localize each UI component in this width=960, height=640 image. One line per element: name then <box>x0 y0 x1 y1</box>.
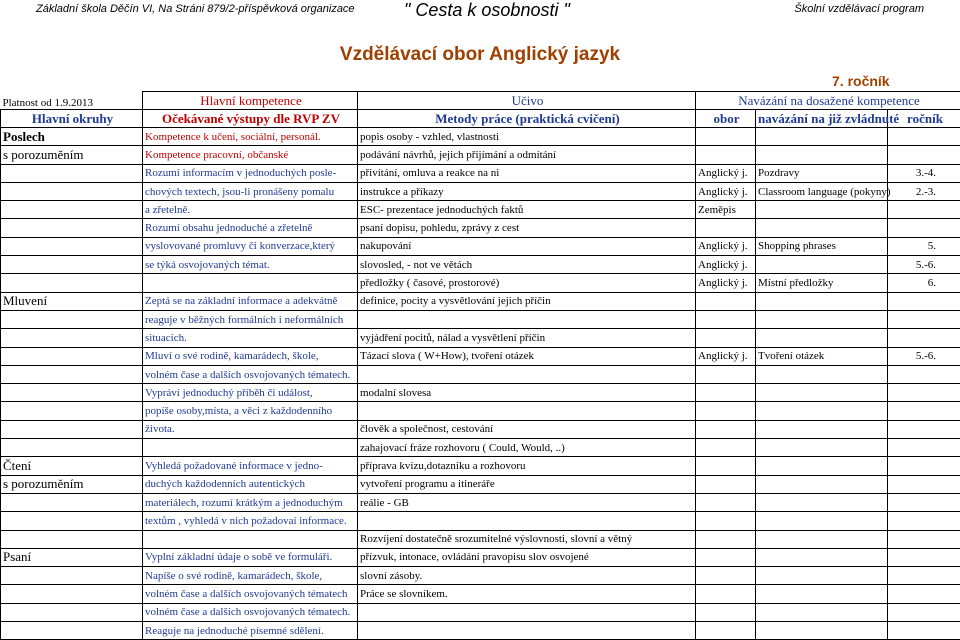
cell-subject: Anglický j. <box>696 274 756 292</box>
cell-year <box>888 420 960 438</box>
cell-subject <box>696 128 756 146</box>
cell-linked <box>756 585 888 603</box>
cell-subject <box>696 219 756 237</box>
cell-year <box>888 603 960 621</box>
cell-year <box>888 219 960 237</box>
cell-linked <box>756 603 888 621</box>
cell-outcome: Zeptá se na základní informace a adekvátně <box>143 292 358 310</box>
cell-area <box>1 603 143 621</box>
cell-outcome: chových textech, jsou-li pronášeny pomalu <box>143 182 358 200</box>
cell-subject <box>696 384 756 402</box>
cell-subject <box>696 548 756 566</box>
cell-method: ESC- prezentace jednoduchých faktů <box>358 201 696 219</box>
cell-area <box>1 274 143 292</box>
cell-linked <box>756 439 888 457</box>
cell-linked <box>756 219 888 237</box>
cell-year <box>888 585 960 603</box>
table-row <box>1 512 960 530</box>
cell-method: vyjádření pocitů, nálad a vysvětlení příčin <box>358 329 696 347</box>
cell-method <box>358 310 696 328</box>
cell-outcome: a zřetelně. <box>143 201 358 219</box>
cell-linked <box>756 420 888 438</box>
cell-outcome: Kompetence k učení, sociální, personál. <box>143 128 358 146</box>
cell-linked: Shopping phrases <box>756 237 888 255</box>
validity-date: Platnost od 1.9.2013 <box>1 92 143 110</box>
cell-year: 5. <box>888 237 960 255</box>
cell-linked <box>756 201 888 219</box>
cell-subject <box>696 512 756 530</box>
cell-area <box>1 182 143 200</box>
cell-area: Poslech <box>1 128 143 146</box>
cell-year <box>888 622 960 640</box>
cell-subject: Anglický j. <box>696 347 756 365</box>
table-row <box>1 292 960 310</box>
program-motto: " Cesta k osobnosti " <box>404 0 570 21</box>
table-row <box>1 585 960 603</box>
cell-subject <box>696 439 756 457</box>
cell-outcome <box>143 530 358 548</box>
table-row <box>1 530 960 548</box>
table-row <box>1 201 960 219</box>
cell-linked <box>756 310 888 328</box>
cell-method: popis osoby - vzhled, vlastnosti <box>358 128 696 146</box>
cell-subject <box>696 420 756 438</box>
table-row <box>1 219 960 237</box>
cell-subject: Zeměpis <box>696 201 756 219</box>
table-row <box>1 457 960 475</box>
cell-linked: Classroom language (pokyny) <box>756 182 888 200</box>
table-row <box>1 365 960 383</box>
cell-year <box>888 201 960 219</box>
curriculum-table <box>0 91 960 640</box>
col-outcomes: Očekávané výstupy dle RVP ZV <box>143 110 358 128</box>
cell-method: reálie - GB <box>358 493 696 511</box>
cell-year <box>888 567 960 585</box>
cell-outcome: situacích. <box>143 329 358 347</box>
cell-linked: Místní předložky <box>756 274 888 292</box>
cell-area <box>1 256 143 274</box>
col-methods: Metody práce (praktická cvičení) <box>358 110 696 128</box>
cell-area <box>1 347 143 365</box>
cell-linked: Pozdravy <box>756 164 888 182</box>
cell-linked <box>756 329 888 347</box>
cell-method: nakupování <box>358 237 696 255</box>
cell-year <box>888 384 960 402</box>
cell-method <box>358 622 696 640</box>
cell-year: 6. <box>888 274 960 292</box>
cell-year <box>888 310 960 328</box>
cell-subject: Anglický j. <box>696 256 756 274</box>
cell-subject <box>696 622 756 640</box>
cell-subject: Anglický j. <box>696 237 756 255</box>
table-row <box>1 603 960 621</box>
table-row <box>1 402 960 420</box>
cell-method: Rozvíjení dostatečně srozumitelné výslovnosti, slovní a větný <box>358 530 696 548</box>
cell-method: slovní zásoby. <box>358 567 696 585</box>
cell-area: Čtení <box>1 457 143 475</box>
col-year: ročník <box>888 110 960 128</box>
cell-method: předložky ( časové, prostorové) <box>358 274 696 292</box>
cell-linked <box>756 567 888 585</box>
cell-linked <box>756 530 888 548</box>
cell-area <box>1 439 143 457</box>
table-row <box>1 329 960 347</box>
cell-year: 5.-6. <box>888 256 960 274</box>
col-linked: navázání na již zvládnuté <box>756 110 888 128</box>
cell-year <box>888 457 960 475</box>
cell-area <box>1 201 143 219</box>
cell-linked <box>756 256 888 274</box>
col-links: Navázání na dosažené kompetence <box>696 92 960 110</box>
cell-method: definice, pocity a vysvětlování jejich příčin <box>358 292 696 310</box>
cell-outcome <box>143 439 358 457</box>
cell-method <box>358 402 696 420</box>
cell-subject <box>696 146 756 164</box>
cell-year <box>888 548 960 566</box>
cell-method: slovosled, - not ve větách <box>358 256 696 274</box>
cell-area: Mluvení <box>1 292 143 310</box>
cell-method: člověk a společnost, cestování <box>358 420 696 438</box>
table-row <box>1 146 960 164</box>
cell-area: s porozuměním <box>1 475 143 493</box>
cell-outcome: popíše osoby,místa, a věci z každodenního <box>143 402 358 420</box>
table-row <box>1 310 960 328</box>
table-row <box>1 439 960 457</box>
cell-subject: Anglický j. <box>696 182 756 200</box>
cell-method: Tázací slova ( W+How), tvoření otázek <box>358 347 696 365</box>
table-row <box>1 548 960 566</box>
cell-outcome: Kompetence pracovní, občanské <box>143 146 358 164</box>
cell-linked <box>756 457 888 475</box>
cell-outcome: textům , vyhledá v nich požadovaí informace. <box>143 512 358 530</box>
cell-outcome: volném čase a dalších osvojovaných tématech. <box>143 365 358 383</box>
cell-outcome: se týká osvojovaných témat. <box>143 256 358 274</box>
cell-subject <box>696 530 756 548</box>
cell-year <box>888 365 960 383</box>
cell-method <box>358 512 696 530</box>
table-row <box>1 274 960 292</box>
cell-year <box>888 439 960 457</box>
cell-area <box>1 493 143 511</box>
cell-year: 3.-4. <box>888 164 960 182</box>
table-row <box>1 182 960 200</box>
cell-linked <box>756 402 888 420</box>
cell-outcome: Napíše o své rodině, kamarádech, škole, <box>143 567 358 585</box>
cell-outcome: Mluví o své rodině, kamarádech, škole, <box>143 347 358 365</box>
cell-linked <box>756 493 888 511</box>
cell-year <box>888 512 960 530</box>
cell-linked <box>756 622 888 640</box>
cell-year <box>888 329 960 347</box>
cell-area: s porozuměním <box>1 146 143 164</box>
cell-method: zahajovací fráze rozhovoru ( Could, Would, ..) <box>358 439 696 457</box>
cell-area <box>1 219 143 237</box>
cell-year: 5.-6. <box>888 347 960 365</box>
cell-linked <box>756 512 888 530</box>
table-row <box>1 493 960 511</box>
table-row <box>1 347 960 365</box>
cell-subject <box>696 585 756 603</box>
cell-year <box>888 475 960 493</box>
cell-area: Psaní <box>1 548 143 566</box>
cell-method: příprava kvízu,dotazníku a rozhovoru <box>358 457 696 475</box>
cell-subject <box>696 603 756 621</box>
cell-subject <box>696 493 756 511</box>
cell-method: psaní dopisu, pohledu, zprávy z cest <box>358 219 696 237</box>
cell-outcome: volném čase a dalších osvojovaných tématech <box>143 585 358 603</box>
cell-outcome: Vyplní základní údaje o sobě ve formuláři. <box>143 548 358 566</box>
program-name: Školní vzdělávací program <box>794 3 948 15</box>
cell-linked <box>756 548 888 566</box>
cell-area <box>1 530 143 548</box>
cell-area <box>1 512 143 530</box>
table-row <box>1 237 960 255</box>
table-row <box>1 567 960 585</box>
cell-outcome: reaguje v běžných formálních i neformálních <box>143 310 358 328</box>
cell-area <box>1 237 143 255</box>
cell-outcome: Reaguje na jednoduché písemné sdělení. <box>143 622 358 640</box>
cell-method: modalní slovesa <box>358 384 696 402</box>
cell-area <box>1 567 143 585</box>
document-header <box>0 0 960 18</box>
cell-outcome <box>143 274 358 292</box>
cell-linked <box>756 384 888 402</box>
page-title: Vzdělávací obor Anglický jazyk <box>0 44 960 66</box>
table-row <box>1 256 960 274</box>
grade-label: 7. ročník <box>832 73 890 89</box>
cell-subject <box>696 365 756 383</box>
cell-year <box>888 493 960 511</box>
cell-method <box>358 603 696 621</box>
cell-area <box>1 622 143 640</box>
cell-subject <box>696 329 756 347</box>
cell-outcome: života. <box>143 420 358 438</box>
cell-linked <box>756 146 888 164</box>
cell-year <box>888 402 960 420</box>
cell-outcome: Rozumí obsahu jednoduché a zřetelně <box>143 219 358 237</box>
cell-outcome: Vypráví jednoduchý příběh či událost, <box>143 384 358 402</box>
cell-area <box>1 420 143 438</box>
col-subject: obor <box>696 110 756 128</box>
cell-area <box>1 310 143 328</box>
cell-year <box>888 292 960 310</box>
school-name: Základní škola Děčín VI, Na Stráni 879/2-příspěvková organizace <box>36 3 355 15</box>
cell-area <box>1 384 143 402</box>
table-row <box>1 384 960 402</box>
cell-year <box>888 128 960 146</box>
cell-method: instrukce a příkazy <box>358 182 696 200</box>
cell-area <box>1 402 143 420</box>
cell-subject <box>696 567 756 585</box>
cell-year <box>888 530 960 548</box>
table-row <box>1 164 960 182</box>
col-key-competences: Hlavní kompetence <box>143 92 358 110</box>
cell-subject <box>696 402 756 420</box>
cell-area <box>1 365 143 383</box>
cell-method: přivítání, omluva a reakce na ni <box>358 164 696 182</box>
cell-subject <box>696 310 756 328</box>
cell-subject: Anglický j. <box>696 164 756 182</box>
cell-year: 2.-3. <box>888 182 960 200</box>
cell-linked: Tvoření otázek <box>756 347 888 365</box>
cell-area <box>1 164 143 182</box>
cell-subject <box>696 475 756 493</box>
cell-outcome: materiálech, rozumí krátkým a jednoduchým <box>143 493 358 511</box>
cell-area <box>1 585 143 603</box>
cell-outcome: duchých každodenních autentických <box>143 475 358 493</box>
table-row <box>1 622 960 640</box>
cell-subject <box>696 292 756 310</box>
cell-linked <box>756 475 888 493</box>
cell-method: přízvuk, intonace, ovládání pravopisu slov osvojené <box>358 548 696 566</box>
cell-subject <box>696 457 756 475</box>
cell-method <box>358 365 696 383</box>
cell-outcome: Rozumí informacím v jednoduchých posle- <box>143 164 358 182</box>
cell-area <box>1 329 143 347</box>
col-areas: Hlavní okruhy <box>1 110 143 128</box>
table-row <box>1 475 960 493</box>
table-row <box>1 420 960 438</box>
table-row <box>1 128 960 146</box>
col-content: Učivo <box>358 92 696 110</box>
cell-linked <box>756 292 888 310</box>
cell-outcome: vyslovované promluvy či konverzace,který <box>143 237 358 255</box>
cell-outcome: Vyhledá požadované informace v jedno- <box>143 457 358 475</box>
cell-outcome: volném čase a dalších osvojovaných tématech. <box>143 603 358 621</box>
cell-method: vytvoření programu a itineráře <box>358 475 696 493</box>
cell-method: podávání návrhů, jejich přijímání a odmítání <box>358 146 696 164</box>
cell-linked <box>756 365 888 383</box>
cell-method: Práce se slovníkem. <box>358 585 696 603</box>
cell-linked <box>756 128 888 146</box>
cell-year <box>888 146 960 164</box>
